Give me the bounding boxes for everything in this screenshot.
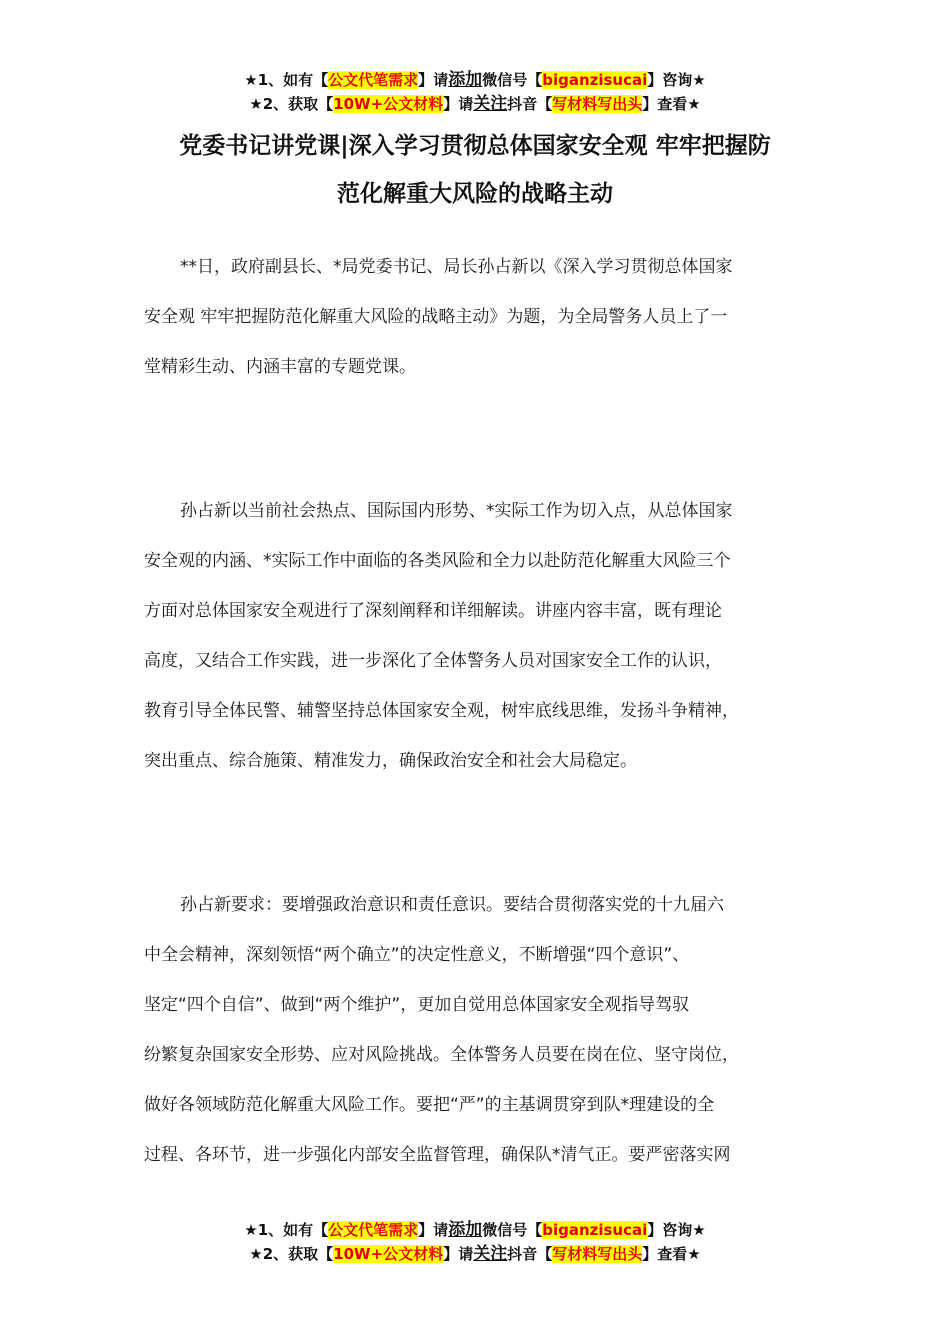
banner-text: ★2、获取【 <box>249 1245 334 1263</box>
paragraph-line: 中全会精神，深刻领悟“两个确立”的决定性意义，不断增强“四个意识”、 <box>144 945 690 965</box>
banner-text: 抖音【 <box>507 1245 553 1263</box>
banner-line-1 <box>0 1218 950 1242</box>
highlight-text: 公文代笔需求 <box>328 71 419 89</box>
banner-line-2 <box>0 1242 950 1266</box>
paragraph-line: 孙占新要求：要增强政治意识和责任意识。要结合贯彻落实党的十九届六 <box>180 895 724 915</box>
highlight-text: 公文代笔需求 <box>328 1221 419 1239</box>
emphasis-text: 添加 <box>448 1220 483 1240</box>
paragraph-line: 做好各领域防范化解重大风险工作。要把“严”的主基调贯穿到队*理建设的全 <box>144 1095 715 1115</box>
emphasis-text: 关注 <box>473 1244 508 1264</box>
paragraph-line: **日，政府副县长、*局党委书记、局长孙占新以《深入学习贯彻总体国家 <box>180 257 733 277</box>
banner-text: 】请 <box>443 95 474 113</box>
banner-text: ★1、如有【 <box>244 71 329 89</box>
paragraph-line: 安全观 牢牢把握防范化解重大风险的战略主动》为题，为全局警务人员上了一 <box>144 307 728 327</box>
paragraph-3 <box>144 880 824 1180</box>
header-banner <box>0 68 950 116</box>
paragraph-line: 纷繁复杂国家安全形势、应对风险挑战。全体警务人员要在岗在位、坚守岗位， <box>144 1045 739 1065</box>
wechat-id: biganzisucai <box>542 71 648 89</box>
banner-line-2 <box>0 92 950 116</box>
paragraph-2 <box>144 486 824 786</box>
banner-text: 】咨询★ <box>647 1221 706 1239</box>
document-title <box>0 122 950 218</box>
emphasis-text: 关注 <box>473 94 508 114</box>
banner-text: ★2、获取【 <box>249 95 334 113</box>
paragraph-line: 堂精彩生动、内涵丰富的专题党课。 <box>144 357 416 377</box>
banner-text: ★1、如有【 <box>244 1221 329 1239</box>
banner-text: 微信号【 <box>482 71 543 89</box>
banner-line-1 <box>0 68 950 92</box>
banner-text: 】查看★ <box>642 1245 701 1263</box>
footer-banner <box>0 1218 950 1266</box>
banner-text: 】请 <box>443 1245 474 1263</box>
banner-text: 】请 <box>418 1221 449 1239</box>
banner-text: 微信号【 <box>482 1221 543 1239</box>
banner-text: 】查看★ <box>642 95 701 113</box>
paragraph-1 <box>144 242 824 392</box>
highlight-text: 10W+公文材料 <box>333 1245 444 1263</box>
title-line-2: 范化解重大风险的战略主动 <box>337 181 613 207</box>
emphasis-text: 添加 <box>448 70 483 90</box>
highlight-text: 10W+公文材料 <box>333 95 444 113</box>
paragraph-line: 安全观的内涵、*实际工作中面临的各类风险和全力以赴防范化解重大风险三个 <box>144 551 731 571</box>
paragraph-line: 教育引导全体民警、辅警坚持总体国家安全观，树牢底线思维，发扬斗争精神， <box>144 701 739 721</box>
wechat-id: biganzisucai <box>542 1221 648 1239</box>
paragraph-line: 突出重点、综合施策、精准发力，确保政治安全和社会大局稳定。 <box>144 751 637 771</box>
banner-text: 】咨询★ <box>647 71 706 89</box>
banner-text: 抖音【 <box>507 95 553 113</box>
banner-text: 】请 <box>418 71 449 89</box>
paragraph-line: 坚定“四个自信”、做到“两个维护”，更加自觉用总体国家安全观指导驾驭 <box>144 995 690 1015</box>
title-line-1: 党委书记讲党课|深入学习贯彻总体国家安全观 牢牢把握防 <box>179 133 771 159</box>
paragraph-line: 高度，又结合工作实践，进一步深化了全体警务人员对国家安全工作的认识， <box>144 651 722 671</box>
douyin-account: 写材料写出头 <box>552 95 643 113</box>
douyin-account: 写材料写出头 <box>552 1245 643 1263</box>
paragraph-line: 过程、各环节，进一步强化内部安全监督管理，确保队*清气正。要严密落实网 <box>144 1145 731 1165</box>
paragraph-line: 方面对总体国家安全观进行了深刻阐释和详细解读。讲座内容丰富，既有理论 <box>144 601 722 621</box>
paragraph-line: 孙占新以当前社会热点、国际国内形势、*实际工作为切入点，从总体国家 <box>180 501 733 521</box>
